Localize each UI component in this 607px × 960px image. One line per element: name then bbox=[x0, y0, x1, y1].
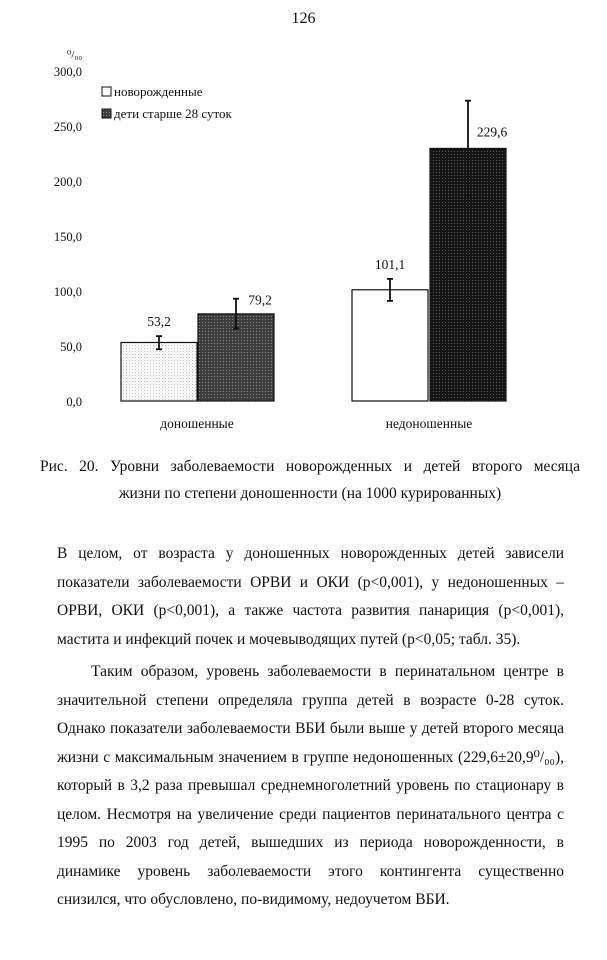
chart-legend bbox=[102, 84, 233, 121]
bar-chart bbox=[0, 0, 607, 440]
caption-line-2: жизни по степени доношенности (на 1000 курированных) bbox=[118, 485, 502, 502]
y-axis-unit-label bbox=[67, 49, 82, 61]
legend-swatch bbox=[102, 87, 111, 96]
data-label: 79,2 bbox=[248, 292, 272, 308]
data-label: 101,1 bbox=[374, 256, 406, 272]
y-tick-label: 250,0 bbox=[53, 120, 82, 134]
y-tick-label: 50,0 bbox=[60, 340, 82, 354]
y-tick-label: 100,0 bbox=[53, 285, 82, 299]
figure-caption bbox=[40, 453, 580, 507]
paragraph-1: В целом, от возраста у доношенных новорожденных детей зависели показатели заболеваемости ОРВИ и ОКИ (р<0,001), у недоношенных – ОРВИ, ОКИ (р<0,001), а также частота развития панариция (р<0,001), мастита и инфекций почек и мочевыводящих путей (р<0,05; табл. 35). bbox=[57, 545, 564, 648]
bar-newborn-fullterm bbox=[121, 342, 197, 401]
unit-label-text: ⁰/₀₀ bbox=[67, 49, 83, 61]
data-label: 229,6 bbox=[476, 124, 508, 140]
paragraph-2: Таким образом, уровень заболеваемости в перинатальном центре в значительной степени определяла группа детей в возрасте 0-28 суток. Однако показатели заболеваемости ВБИ были выше у детей второго месяца жизни с максимальным значением в группе недоношенных (229,6±20,9⁰/₀₀), который в 3,2 раза превышал среднемноголетний уровень по стационару в целом. Несмотря на увеличение среди пациентов перинатального центра с 1995 по 2003 год детей, вышедших из периода новорожденности, в динамике уровень заболеваемости этого контингента существенно снизился, что обусловлено, по-видимому, недоучетом ВБИ. bbox=[57, 663, 564, 908]
body-text bbox=[57, 540, 564, 915]
x-category-label: недоношенные bbox=[385, 416, 473, 431]
y-tick-label: 150,0 bbox=[53, 230, 82, 244]
legend-label: новорожденные bbox=[114, 84, 203, 99]
data-label: 53,2 bbox=[147, 314, 171, 330]
y-tick-label: 200,0 bbox=[53, 175, 82, 189]
y-tick-label: 0,0 bbox=[66, 395, 82, 409]
legend-label: дети старше 28 суток bbox=[114, 106, 232, 121]
page-number: 126 bbox=[291, 10, 316, 27]
x-category-label: доношенные bbox=[160, 416, 234, 431]
bar-newborn-preterm bbox=[352, 290, 428, 401]
y-tick-label: 300,0 bbox=[53, 65, 82, 79]
legend-swatch bbox=[102, 109, 111, 118]
caption-line-1: Рис. 20. Уровни заболеваемости новорожденных и детей второго месяца bbox=[40, 458, 580, 475]
